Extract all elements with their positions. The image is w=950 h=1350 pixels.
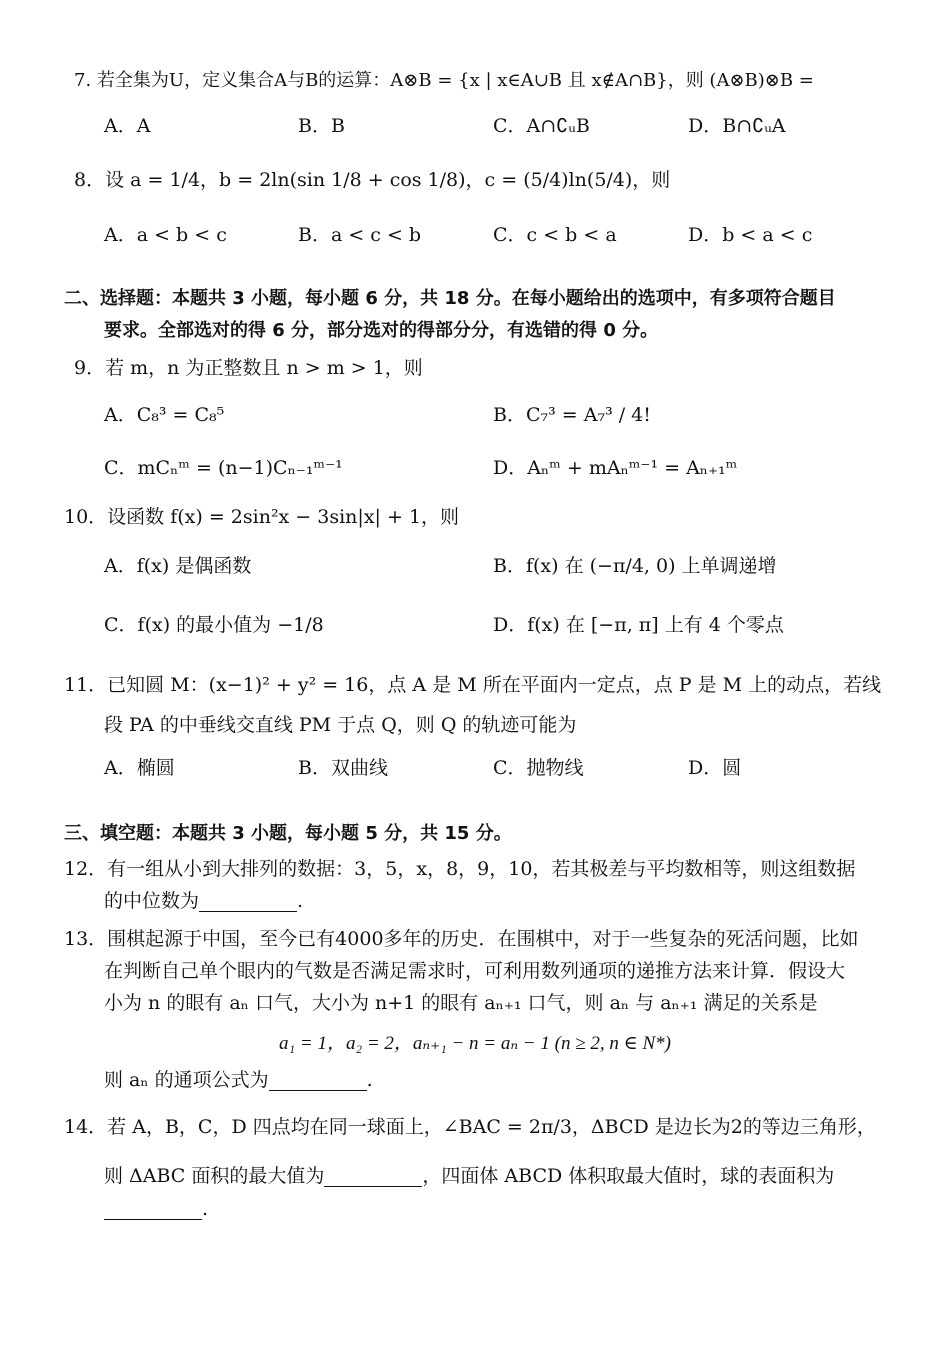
q11-option-a: A．椭圆: [104, 757, 175, 779]
q14-line2-text-b: ，四面体 ABCD 体积取最大值时，球的表面积为: [422, 1165, 835, 1187]
q13-line1: 13．围棋起源于中国，至今已有4000多年的历史．在围棋中，对于一些复杂的死活问题，比如: [64, 928, 859, 950]
q8-option-a: A．a < b < c: [104, 224, 227, 246]
q7-option-d: D．B∩∁ᵤA: [688, 115, 786, 137]
q12-line1: 12．有一组从小到大排列的数据：3，5，x，8，9，10，若其极差与平均数相等，则这组数据: [64, 858, 856, 880]
q7-option-a: A．A: [104, 115, 151, 137]
q8-option-b: B．a < c < b: [298, 224, 422, 246]
q12-line2-text: 的中位数为: [104, 890, 200, 912]
q8-stem: 8．设 a = 1/4，b = 2ln(sin 1/8 + cos 1/8)，c = (5/4)ln(5/4)，则: [74, 169, 671, 191]
q10-option-a: A．f(x) 是偶函数: [104, 555, 252, 577]
q14-line3: .: [104, 1200, 208, 1220]
section2-heading-cont: 要求。全部选对的得 6 分，部分选对的得部分分，有选错的得 0 分。: [104, 320, 659, 341]
q11-option-b: B．双曲线: [298, 757, 388, 779]
q13-line3: 小为 n 的眼有 aₙ 口气，大小为 n+1 的眼有 aₙ₊₁ 口气，则 aₙ 与 aₙ₊₁ 满足的关系是: [104, 992, 818, 1014]
q13-line4-text: 则 aₙ 的通项公式为: [104, 1069, 269, 1091]
q9-option-c: C．mCₙᵐ = (n−1)Cₙ₋₁ᵐ⁻¹: [104, 457, 343, 479]
q11-option-d: D．圆: [688, 757, 742, 779]
q14-line2-text-a: 则 ΔABC 面积的最大值为: [104, 1165, 325, 1187]
q11-stem-cont: 段 PA 的中垂线交直线 PM 于点 Q，则 Q 的轨迹可能为: [104, 714, 577, 736]
q13-formula: a₁ = 1，a₂ = 2，aₙ₊₁ − n = aₙ − 1 (n ≥ 2, n ∈ N*): [279, 1033, 671, 1054]
q12-answer-blank[interactable]: [199, 892, 297, 912]
q11-option-c: C．抛物线: [493, 757, 584, 779]
q13-line4: 则 aₙ 的通项公式为 .: [104, 1069, 373, 1091]
q9-option-d: D．Aₙᵐ + mAₙᵐ⁻¹ = Aₙ₊₁ᵐ: [493, 457, 738, 479]
q10-option-d: D．f(x) 在 [−π, π] 上有 4 个零点: [493, 614, 784, 636]
q14-answer-blank-2[interactable]: [104, 1200, 202, 1220]
q9-option-b: B．C₇³ = A₇³ / 4!: [493, 404, 651, 426]
section3-heading: 三、填空题：本题共 3 小题，每小题 5 分，共 15 分。: [64, 823, 512, 844]
q14-line2: [104, 1167, 834, 1187]
q14-line1: 14．若 A，B，C，D 四点均在同一球面上，∠BAC = 2π/3，ΔBCD 是边长为2的等边三角形，: [64, 1116, 876, 1138]
section2-heading: 二、选择题：本题共 3 小题，每小题 6 分，共 18 分。在每小题给出的选项中，有多项符合题目: [64, 288, 836, 309]
q12-line2: 的中位数为 .: [104, 890, 304, 912]
q7-option-b: B．B: [298, 115, 345, 137]
q13-line2: 在判断自己单个眼内的气数是否满足需求时，可利用数列通项的递推方法来计算．假设大: [104, 960, 846, 982]
q10-option-c: C．f(x) 的最小值为 −1/8: [104, 614, 324, 636]
q14-answer-blank-1[interactable]: [324, 1167, 422, 1187]
q8-option-c: C．c < b < a: [493, 224, 617, 246]
q7-stem: 7. 若全集为U，定义集合A与B的运算：A⊗B = {x | x∈A∪B 且 x∉A∩B}，则 (A⊗B)⊗B =: [74, 70, 814, 91]
q13-answer-blank[interactable]: [269, 1071, 367, 1091]
q8-option-d: D．b < a < c: [688, 224, 813, 246]
q10-option-b: B．f(x) 在 (−π/4, 0) 上单调递增: [493, 555, 777, 577]
q9-stem: 9．若 m，n 为正整数且 n > m > 1，则: [74, 357, 423, 379]
q10-stem: 10．设函数 f(x) = 2sin²x − 3sin|x| + 1，则: [64, 506, 460, 528]
q11-stem: 11．已知圆 M：(x−1)² + y² = 16，点 A 是 M 所在平面内一定点，点 P 是 M 上的动点，若线: [64, 674, 882, 696]
q9-option-a: A．C₈³ = C₈⁵: [104, 404, 225, 426]
q7-option-c: C．A∩∁ᵤB: [493, 115, 590, 137]
